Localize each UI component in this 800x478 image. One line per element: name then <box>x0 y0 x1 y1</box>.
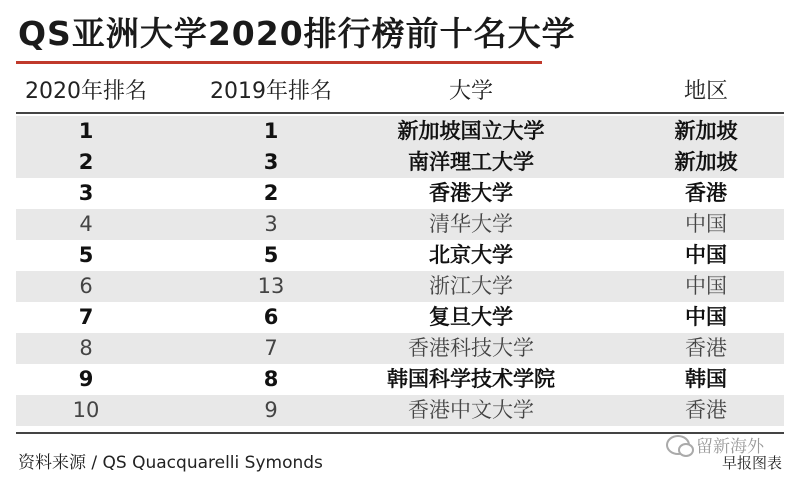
table-row <box>16 116 784 147</box>
cell-rank-2020: 2 <box>78 150 94 174</box>
cell-rank-2019: 2 <box>263 181 279 205</box>
cell-university: 北京大学 <box>429 243 513 267</box>
table-row <box>16 302 784 333</box>
cell-rank-2019: 8 <box>263 367 279 391</box>
header-university: 大学 <box>448 79 493 104</box>
header-rank-2019: 2019年排名 <box>210 79 332 104</box>
table-row <box>16 364 784 395</box>
table-row <box>16 333 784 364</box>
table-row <box>16 395 784 426</box>
cell-rank-2020: 5 <box>78 243 94 267</box>
chart-credit: 早报图表 <box>721 454 782 472</box>
cell-rank-2019: 5 <box>263 243 279 267</box>
cell-region: 香港 <box>685 398 727 422</box>
cell-rank-2020: 8 <box>79 336 93 360</box>
cell-rank-2020: 7 <box>78 305 94 329</box>
cell-university: 南洋理工大学 <box>408 150 534 174</box>
cell-region: 香港 <box>685 181 727 205</box>
cell-region: 中国 <box>685 305 727 329</box>
wechat-icon <box>666 435 690 455</box>
cell-university: 韩国科学技术学院 <box>387 367 555 391</box>
cell-university: 复旦大学 <box>429 305 513 329</box>
cell-rank-2019: 9 <box>264 398 278 422</box>
cell-university: 香港大学 <box>429 181 513 205</box>
cell-university: 清华大学 <box>429 212 513 236</box>
title-underline <box>16 61 542 64</box>
table-row <box>16 178 784 209</box>
cell-region: 中国 <box>685 243 727 267</box>
cell-rank-2020: 10 <box>72 398 100 422</box>
cell-region: 中国 <box>685 274 727 298</box>
cell-university: 香港科技大学 <box>408 336 534 360</box>
cell-rank-2020: 4 <box>79 212 93 236</box>
cell-rank-2019: 1 <box>263 119 279 143</box>
page-title: QS亚洲大学2020排行榜前十名大学 <box>18 14 576 53</box>
cell-rank-2019: 3 <box>264 212 278 236</box>
ranking-table-body <box>16 116 784 426</box>
cell-university: 新加坡国立大学 <box>397 119 545 143</box>
header-rank-2020: 2020年排名 <box>25 79 147 104</box>
watermark-text: 留新海外 <box>696 437 764 457</box>
cell-region: 新加坡 <box>674 119 738 143</box>
cell-rank-2019: 7 <box>264 336 278 360</box>
cell-rank-2020: 6 <box>79 274 93 298</box>
table-row <box>16 240 784 271</box>
cell-rank-2019: 3 <box>263 150 279 174</box>
cell-rank-2019: 13 <box>257 274 285 298</box>
table-header <box>0 72 800 112</box>
cell-region: 新加坡 <box>674 150 738 174</box>
table-row <box>16 209 784 240</box>
source-note: 资料来源 / QS Quacquarelli Symonds <box>18 453 323 473</box>
cell-rank-2020: 1 <box>78 119 94 143</box>
table-row <box>16 147 784 178</box>
cell-region: 香港 <box>685 336 727 360</box>
header-divider <box>16 112 784 114</box>
table-row <box>16 271 784 302</box>
cell-region: 中国 <box>685 212 727 236</box>
cell-university: 香港中文大学 <box>408 398 534 422</box>
cell-rank-2020: 9 <box>78 367 94 391</box>
cell-rank-2020: 3 <box>78 181 94 205</box>
cell-rank-2019: 6 <box>263 305 279 329</box>
header-region: 地区 <box>683 79 728 104</box>
cell-university: 浙江大学 <box>429 274 513 298</box>
cell-region: 韩国 <box>685 367 727 391</box>
